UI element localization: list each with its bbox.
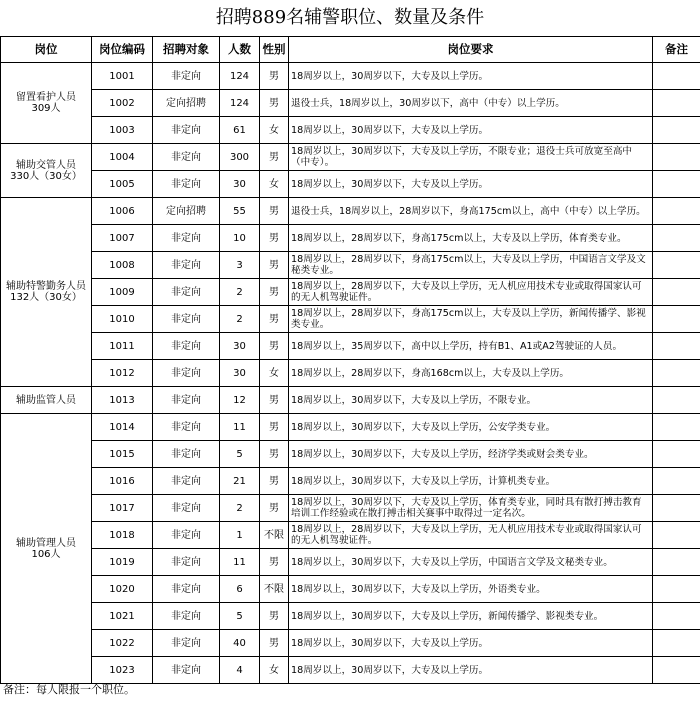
remark-cell (653, 360, 700, 387)
position-code-cell: 1008 (92, 252, 153, 279)
table-row (1, 198, 700, 225)
target-cell: 非定向 (153, 495, 220, 522)
remark-cell (653, 549, 700, 576)
target-cell: 非定向 (153, 441, 220, 468)
footnote: 备注：每人限报一个职位。 (3, 683, 135, 696)
table-row (1, 441, 700, 468)
remark-cell (653, 198, 700, 225)
remark-cell (653, 225, 700, 252)
target-cell: 非定向 (153, 171, 220, 198)
gender-cell: 女 (260, 117, 289, 144)
table-row (1, 144, 700, 171)
remark-cell (653, 117, 700, 144)
gender-cell: 男 (260, 387, 289, 414)
requirement-cell: 18周岁以上，30周岁以下，大专及以上学历。 (289, 117, 653, 144)
remark-cell (653, 63, 700, 90)
header-row (1, 37, 700, 63)
remark-cell (653, 657, 700, 684)
header-position: 岗位 (1, 37, 92, 63)
remark-cell (653, 252, 700, 279)
gender-cell: 女 (260, 171, 289, 198)
requirement-cell: 18周岁以上，30周岁以下，大专及以上学历，公安学类专业。 (289, 414, 653, 441)
target-cell: 非定向 (153, 387, 220, 414)
gender-cell: 男 (260, 90, 289, 117)
count-cell: 11 (220, 549, 260, 576)
position-code-cell: 1002 (92, 90, 153, 117)
group-cell (1, 414, 92, 684)
target-cell: 非定向 (153, 144, 220, 171)
table-row (1, 117, 700, 144)
group-count: 132人（30女） (10, 292, 82, 303)
remark-cell (653, 468, 700, 495)
group-count: 106人 (31, 548, 61, 560)
count-cell: 6 (220, 576, 260, 603)
table-row (1, 333, 700, 360)
count-cell: 10 (220, 225, 260, 252)
requirement-cell: 18周岁以上，30周岁以下，大专及以上学历，中国语言文学及文秘类专业。 (289, 549, 653, 576)
count-cell: 5 (220, 603, 260, 630)
target-cell: 非定向 (153, 117, 220, 144)
table-row (1, 603, 700, 630)
position-code-cell: 1004 (92, 144, 153, 171)
remark-cell (653, 171, 700, 198)
requirement-cell: 18周岁以上，28周岁以下，身高175cm以上，大专及以上学历，新闻传播学、影视类专业。 (289, 306, 653, 333)
position-code-cell: 1019 (92, 549, 153, 576)
position-code-cell: 1005 (92, 171, 153, 198)
requirement-cell: 18周岁以上，28周岁以下，大专及以上学历，无人机应用技术专业或取得国家认可的无人机驾驶证件。 (289, 279, 653, 306)
count-cell: 30 (220, 171, 260, 198)
target-cell: 非定向 (153, 306, 220, 333)
target-cell: 非定向 (153, 414, 220, 441)
requirement-cell: 18周岁以上，30周岁以下，大专及以上学历。 (289, 171, 653, 198)
gender-cell: 男 (260, 225, 289, 252)
position-code-cell: 1006 (92, 198, 153, 225)
gender-cell: 男 (260, 198, 289, 225)
table-row (1, 576, 700, 603)
position-code-cell: 1011 (92, 333, 153, 360)
position-code-cell: 1003 (92, 117, 153, 144)
target-cell: 非定向 (153, 630, 220, 657)
gender-cell: 男 (260, 468, 289, 495)
table-row (1, 414, 700, 441)
position-code-cell: 1007 (92, 225, 153, 252)
requirement-cell: 18周岁以上，30周岁以下，大专及以上学历，计算机类专业。 (289, 468, 653, 495)
table-row (1, 522, 700, 549)
requirement-cell: 18周岁以上，30周岁以下，大专及以上学历，经济学类或财会类专业。 (289, 441, 653, 468)
gender-cell: 女 (260, 360, 289, 387)
position-code-cell: 1001 (92, 63, 153, 90)
remark-cell (653, 414, 700, 441)
group-cell (1, 63, 92, 144)
target-cell: 非定向 (153, 603, 220, 630)
table-row (1, 63, 700, 90)
target-cell: 非定向 (153, 279, 220, 306)
remark-cell (653, 495, 700, 522)
table-row (1, 630, 700, 657)
header-requirement: 岗位要求 (289, 37, 653, 63)
gender-cell: 不限 (260, 522, 289, 549)
group-name: 辅助交管人员 (16, 159, 76, 171)
gender-cell: 男 (260, 441, 289, 468)
table-row (1, 90, 700, 117)
table-row (1, 225, 700, 252)
table-row (1, 360, 700, 387)
remark-cell (653, 576, 700, 603)
group-count: 309人 (31, 103, 61, 114)
group-name: 辅助特警勤务人员 (6, 281, 86, 292)
count-cell: 30 (220, 360, 260, 387)
count-cell: 11 (220, 414, 260, 441)
requirement-cell: 18周岁以上，30周岁以下，大专及以上学历。 (289, 63, 653, 90)
gender-cell: 男 (260, 414, 289, 441)
group-name: 辅助管理人员 (16, 537, 76, 549)
header-gender: 性别 (260, 37, 289, 63)
target-cell: 非定向 (153, 522, 220, 549)
target-cell: 非定向 (153, 468, 220, 495)
requirement-cell: 18周岁以上，28周岁以下，身高175cm以上，大专及以上学历，体育类专业。 (289, 225, 653, 252)
requirement-cell: 18周岁以上，30周岁以下，大专及以上学历。 (289, 657, 653, 684)
count-cell: 2 (220, 306, 260, 333)
group-cell (1, 198, 92, 387)
gender-cell: 男 (260, 495, 289, 522)
remark-cell (653, 333, 700, 360)
target-cell: 非定向 (153, 63, 220, 90)
count-cell: 2 (220, 279, 260, 306)
table-row (1, 306, 700, 333)
requirement-cell: 18周岁以上，28周岁以下，大专及以上学历，无人机应用技术专业或取得国家认可的无人机驾驶证件。 (289, 522, 653, 549)
position-code-cell: 1022 (92, 630, 153, 657)
count-cell: 30 (220, 333, 260, 360)
header-remark: 备注 (653, 37, 700, 63)
remark-cell (653, 387, 700, 414)
header-code: 岗位编码 (92, 37, 153, 63)
gender-cell: 男 (260, 333, 289, 360)
gender-cell: 男 (260, 252, 289, 279)
table-row (1, 171, 700, 198)
position-code-cell: 1009 (92, 279, 153, 306)
position-code-cell: 1013 (92, 387, 153, 414)
requirement-cell: 18周岁以上，35周岁以下，高中以上学历，持有B1、A1或A2驾驶证的人员。 (289, 333, 653, 360)
page-title: 招聘889名辅警职位、数量及条件 (215, 7, 485, 28)
count-cell: 124 (220, 90, 260, 117)
count-cell: 21 (220, 468, 260, 495)
gender-cell: 男 (260, 603, 289, 630)
requirement-cell: 18周岁以上，30周岁以下，大专及以上学历，新闻传播学、影视类专业。 (289, 603, 653, 630)
target-cell: 非定向 (153, 225, 220, 252)
target-cell: 非定向 (153, 657, 220, 684)
position-code-cell: 1010 (92, 306, 153, 333)
remark-cell (653, 522, 700, 549)
count-cell: 40 (220, 630, 260, 657)
count-cell: 3 (220, 252, 260, 279)
count-cell: 1 (220, 522, 260, 549)
requirement-cell: 18周岁以上，30周岁以下，大专及以上学历，外语类专业。 (289, 576, 653, 603)
position-code-cell: 1017 (92, 495, 153, 522)
count-cell: 124 (220, 63, 260, 90)
gender-cell: 男 (260, 306, 289, 333)
count-cell: 5 (220, 441, 260, 468)
target-cell: 非定向 (153, 360, 220, 387)
table-row (1, 387, 700, 414)
requirement-cell: 18周岁以上，28周岁以下，身高175cm以上，大专及以上学历，中国语言文学及文秘类专业。 (289, 252, 653, 279)
remark-cell (653, 144, 700, 171)
target-cell: 非定向 (153, 333, 220, 360)
target-cell: 定向招聘 (153, 90, 220, 117)
group-cell (1, 387, 92, 414)
target-cell: 非定向 (153, 576, 220, 603)
group-name: 辅助监管人员 (16, 394, 76, 406)
position-code-cell: 1014 (92, 414, 153, 441)
gender-cell: 男 (260, 63, 289, 90)
recruitment-table (0, 36, 700, 684)
requirement-cell: 退役士兵，18周岁以上，28周岁以下，身高175cm以上，高中（中专）以上学历。 (289, 198, 653, 225)
table-row (1, 657, 700, 684)
remark-cell (653, 90, 700, 117)
count-cell: 55 (220, 198, 260, 225)
position-code-cell: 1012 (92, 360, 153, 387)
requirement-cell: 18周岁以上，28周岁以下，身高168cm以上，大专及以上学历。 (289, 360, 653, 387)
gender-cell: 不限 (260, 576, 289, 603)
position-code-cell: 1015 (92, 441, 153, 468)
remark-cell (653, 603, 700, 630)
table-row (1, 549, 700, 576)
position-code-cell: 1018 (92, 522, 153, 549)
remark-cell (653, 441, 700, 468)
count-cell: 12 (220, 387, 260, 414)
gender-cell: 男 (260, 144, 289, 171)
count-cell: 300 (220, 144, 260, 171)
header-count: 人数 (220, 37, 260, 63)
target-cell: 非定向 (153, 252, 220, 279)
gender-cell: 男 (260, 279, 289, 306)
count-cell: 2 (220, 495, 260, 522)
target-cell: 非定向 (153, 549, 220, 576)
table-row (1, 279, 700, 306)
requirement-cell: 18周岁以上，30周岁以下，大专及以上学历，不限专业。 (289, 387, 653, 414)
remark-cell (653, 279, 700, 306)
position-code-cell: 1020 (92, 576, 153, 603)
gender-cell: 男 (260, 630, 289, 657)
count-cell: 61 (220, 117, 260, 144)
group-cell (1, 144, 92, 198)
requirement-cell: 18周岁以上，30周岁以下，大专及以上学历。 (289, 630, 653, 657)
gender-cell: 女 (260, 657, 289, 684)
position-code-cell: 1016 (92, 468, 153, 495)
requirement-cell: 退役士兵，18周岁以上，30周岁以下，高中（中专）以上学历。 (289, 90, 653, 117)
target-cell: 定向招聘 (153, 198, 220, 225)
table-row (1, 495, 700, 522)
requirement-cell: 18周岁以上，30周岁以下，大专及以上学历，体育类专业，同时具有散打搏击教育培训工作经验或在散打搏击相关赛事中取得过一定名次。 (289, 495, 653, 522)
remark-cell (653, 306, 700, 333)
position-code-cell: 1023 (92, 657, 153, 684)
table-row (1, 252, 700, 279)
count-cell: 4 (220, 657, 260, 684)
group-count: 330人（30女） (10, 170, 82, 182)
position-code-cell: 1021 (92, 603, 153, 630)
header-target: 招聘对象 (153, 37, 220, 63)
group-name: 留置看护人员 (16, 92, 76, 103)
remark-cell (653, 630, 700, 657)
requirement-cell: 18周岁以上，30周岁以下，大专及以上学历，不限专业；退役士兵可放宽至高中（中专）。 (289, 144, 653, 171)
gender-cell: 男 (260, 549, 289, 576)
table-row (1, 468, 700, 495)
